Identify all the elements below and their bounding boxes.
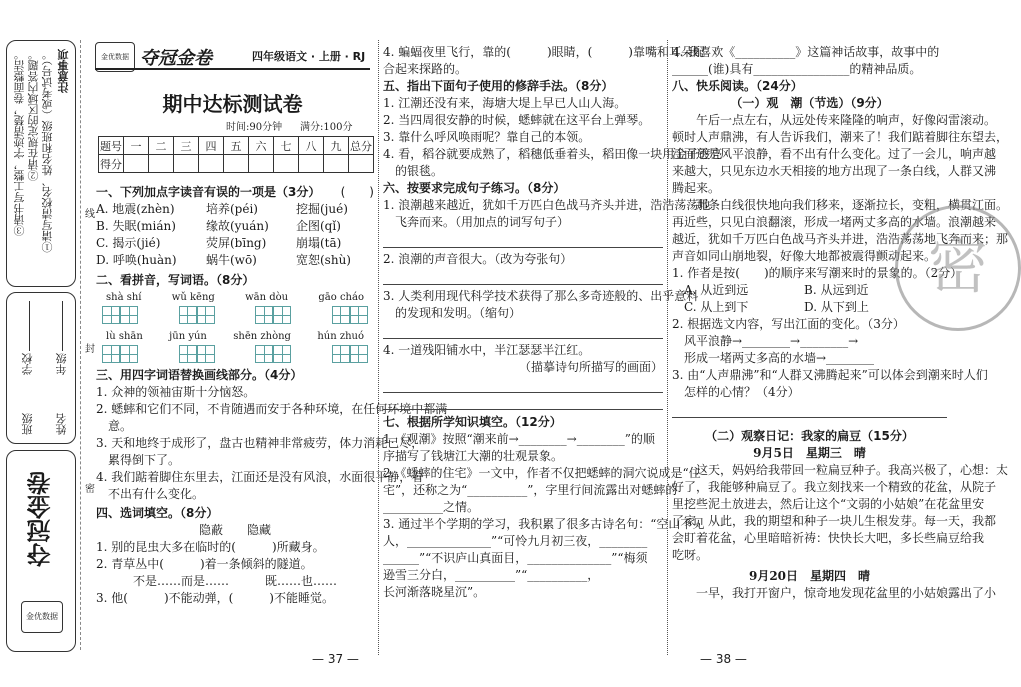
notice-title: 注意事项 (57, 49, 70, 93)
s6-item: 飞奔而来。（用加点的词写句子） (383, 215, 570, 229)
s7-item: 人，______________”“可怜九月初三夜，________ (383, 534, 648, 548)
score-table (98, 136, 374, 173)
page-title: 期中达标测试卷 (162, 92, 303, 116)
score-input-cell[interactable] (224, 155, 249, 173)
field-school: 学校 (21, 353, 34, 375)
reading-2-line: 会盯着花盆，心里暗暗祈祷：快快长大吧，多长些扁豆给我 (672, 531, 985, 545)
writing-grid[interactable] (102, 306, 138, 324)
score-cell: 三 (174, 137, 199, 155)
page-number-left: — 37 — (312, 652, 359, 666)
cut-mark-seal: 封 (85, 344, 95, 355)
s7-item: 2.《蟋蟀的住宅》一文中，作者不仅把蟋蟀的洞穴说成是“住 (383, 466, 701, 480)
s7-continued: ______(谁)具有________________的精神品质。 (672, 62, 922, 76)
section-1-title (96, 184, 374, 201)
pinyin-label: jūn yún (169, 331, 207, 342)
s6-item: 2. 浪潮的声音很大。（改为夸张句） (383, 252, 573, 266)
s7-item: 3. 通过半个学期的学习，我积累了很多古诗名句：“空山不见 (383, 517, 705, 531)
reading-question: 1. 作者是按( )的顺序来写潮来时的景象的。（2分） (672, 266, 963, 280)
s5-item: 4. 看，稻谷就要成熟了，稻穗低垂着头，稻田像一块用金子镀亮 (383, 147, 723, 161)
writing-grid[interactable] (332, 306, 368, 324)
section-2-title: 二、看拼音，写词语。（8分） (96, 273, 255, 287)
s7-item: 序描写了钱塘江大潮的壮观景象。 (383, 449, 564, 463)
s3-item: 4. 我们踮着脚住东里去，江面还是没有风浪，水面很平静，看 (96, 470, 424, 484)
reading-1-line: 再近些，只见白浪翻滚，形成一堵两丈多高的水墙。浪潮越来 (672, 215, 997, 229)
exam-full-score: 满分:100分 (300, 122, 353, 133)
s3-item: 累得倒下了。 (96, 453, 181, 467)
s6-item: 的发现和发明。（缩句） (383, 306, 522, 320)
sidebar-brand-logo: 夺冠金卷 (27, 471, 55, 567)
s4-item: 3. 他( )不能动弹，( )不能睡觉。 (96, 591, 334, 605)
reading-2-line: 一早，我打开窗户，惊奇地发现花盆里的小姑娘露出了小 (672, 586, 997, 600)
score-cell: 五 (224, 137, 249, 155)
exam-time: 时间:90分钟 (226, 122, 283, 133)
option-text: 宽恕(shù) (296, 253, 351, 267)
s7-item: 逊雪三分白，__________”“__________， (383, 568, 600, 582)
reading-1-line: 腾起来。 (672, 181, 721, 195)
score-cell: 题号 (99, 137, 124, 155)
option-row (96, 218, 374, 235)
option-text: 缘故(yuán) (206, 219, 269, 233)
option-text: 荧屏(bīng) (206, 236, 267, 250)
column-divider (378, 40, 379, 655)
s6-item: 4. 一道残阳铺水中，半江瑟瑟半江红。 (383, 343, 591, 357)
score-cell: 四 (199, 137, 224, 155)
option-a: A. 地震(zhèn) (96, 202, 175, 216)
s6-item: 3. 人类利用现代科学技术获得了那么多奇迹般的、出乎意料 (383, 289, 699, 303)
score-input-cell[interactable] (174, 155, 199, 173)
answer-line[interactable] (383, 376, 663, 393)
answer-line[interactable] (383, 231, 663, 248)
option-text: 崩塌(tā) (296, 236, 342, 250)
s5-item: 的银毯。 (383, 164, 444, 178)
header-logo: 金优数据 (95, 42, 135, 72)
s3-item: 3. 天和地终于成形了，盘古也精神非常疲劳，体力消耗已尽， (96, 436, 424, 450)
cut-mark-line: 线 (85, 209, 95, 220)
flow-line: 形成一堵两丈多高的水墙→________ (684, 351, 875, 365)
answer-line[interactable] (383, 322, 663, 339)
section-1-text: 一、下列加点字读音有误的一项是（3分） (96, 185, 321, 199)
option-b: B. 从远到近 (804, 283, 869, 297)
writing-grid[interactable] (179, 306, 215, 324)
option-row (96, 201, 374, 218)
option-c: C. 揭示(jié) (96, 236, 161, 250)
score-cell: 得分 (99, 155, 124, 173)
reading-2-line: 了家。从此，我的期望和种子一块儿生根发芽。每一天，我都 (672, 514, 997, 528)
binding-sidebar (0, 0, 95, 687)
pinyin-label: shà shí (106, 292, 142, 303)
option-text: 培养(péi) (206, 202, 258, 216)
writing-grid[interactable] (332, 345, 368, 363)
field-class: 班级 (21, 413, 34, 435)
score-table-header (99, 137, 374, 155)
column-3 (672, 44, 1009, 602)
section-3-title: 三、用四字词语替换画线部分。（4分） (96, 368, 303, 382)
s4-words: 隐蔽 隐藏 (198, 523, 271, 537)
option-text: 挖掘(jué) (296, 202, 348, 216)
s4-continued: 合起来探路的。 (383, 62, 468, 76)
column-divider (667, 40, 668, 655)
sidebar-brand-small: 金优数据 (21, 601, 63, 633)
score-cell: 九 (324, 137, 349, 155)
score-cell: 七 (274, 137, 299, 155)
brand-box (6, 450, 76, 652)
pinyin-label: wǔ kēng (171, 292, 215, 303)
writing-grid[interactable] (102, 345, 138, 363)
secret-stamp: 密 (895, 205, 1021, 331)
diary-date: 9月5日 星期三 晴 (753, 446, 866, 460)
option-a: A. 从近到远 (684, 283, 749, 297)
s7-item: 1.《观潮》按照“潮来前→________→________”的顺 (383, 432, 655, 446)
pinyin-label: wān dòu (245, 292, 289, 303)
answer-line[interactable] (383, 268, 663, 285)
reading-2-line: 里挖些泥土放进去，然后让这个“文弱的小姑娘”在花盆里安 (672, 497, 985, 511)
score-input-cell[interactable] (349, 155, 374, 173)
notice-item-1: ①请写清校名、姓名和班级（或考试号）。 (41, 49, 54, 253)
cut-mark-secret: 密 (85, 484, 95, 495)
s5-item: 2. 当四周很安静的时候，蟋蟀就在这平台上弹琴。 (383, 113, 651, 127)
reading-2-title: （二）观察日记：我家的扁豆（15分） (705, 429, 914, 443)
section-6-title: 六、按要求完成句子练习。（8分） (383, 181, 566, 195)
page-number-right: — 38 — (700, 652, 747, 666)
notice-item-3: ③请书写工整，字迹清楚，卷面整洁。 (13, 49, 26, 236)
option-row (96, 252, 374, 269)
pinyin-label: hún zhuó (317, 331, 364, 342)
score-input-cell[interactable] (249, 155, 274, 173)
student-info-box (6, 292, 76, 444)
reading-1-line: 声音如同山崩地裂，好像大地都被震得颤动起来。 (672, 249, 937, 263)
s3-item: 不出有什么变化。 (96, 487, 205, 501)
notice-box (6, 40, 76, 287)
option-c: C. 从上到下 (684, 300, 749, 314)
s7-item: 长河渐落晓星沉”。 (383, 585, 486, 599)
pinyin-label: shēn zhòng (233, 331, 291, 342)
option-b: B. 失眠(mián) (96, 219, 176, 233)
cut-line (80, 40, 81, 650)
s3-item: 1. 众神的领袖宙斯十分恼怒。 (96, 385, 256, 399)
s3-item: 意。 (96, 419, 133, 433)
pinyin-label: gāo cháo (318, 292, 364, 303)
score-input-cell[interactable] (149, 155, 174, 173)
reading-1-line: 那条白线很快地向我们移来，逐渐拉长，变粗，横贯江面。 (672, 198, 1009, 212)
score-cell: 六 (249, 137, 274, 155)
reading-1-title: （一）观 潮（节选）（9分） (730, 96, 889, 110)
reading-1-line: 江面还是风平浪静，看不出有什么变化。过了一会儿，响声越 (672, 147, 997, 161)
s5-item: 1. 江潮还没有来，海塘大堤上早已人山人海。 (383, 96, 627, 110)
option-d: D. 呼唤(huàn) (96, 253, 177, 267)
section-4-title: 四、选词填空。（8分） (96, 506, 219, 520)
flow-line: 风平浪静→________→________→ (684, 334, 859, 348)
section-5-title: 五、指出下面句子使用的修辞手法。（8分） (383, 79, 614, 93)
s5-item: 3. 靠什么呼风唤雨呢？靠自己的本领。 (383, 130, 591, 144)
reading-1-line: 来越大，只见东边水天相接的地方出现了一条白线，人群又沸 (672, 164, 997, 178)
score-input-cell[interactable] (199, 155, 224, 173)
pinyin-label: lù shān (106, 331, 143, 342)
answer-paren[interactable]: ( ) (340, 185, 374, 199)
s7-item: 宅”，还称之为“__________”，字里行间流露出对蟋蟀的 (383, 483, 678, 497)
reading-question: 怎样的心情？（4分） (672, 385, 800, 399)
s7-item: __________之情。 (383, 500, 480, 514)
writing-grid[interactable] (179, 345, 215, 363)
answer-line[interactable] (383, 393, 663, 410)
score-cell: 二 (149, 137, 174, 155)
writing-grid[interactable] (255, 345, 291, 363)
option-row (96, 235, 374, 252)
s4-item: 1. 别的昆虫大多在临时的( )所藏身。 (96, 540, 325, 554)
field-name: 姓名 (55, 413, 68, 435)
section-8-title: 八、快乐阅读。（24分） (672, 79, 803, 93)
score-input-cell[interactable] (124, 155, 149, 173)
score-cell: 总分 (349, 137, 374, 155)
pinyin-row-1 (96, 289, 374, 306)
header-rule (95, 68, 370, 70)
reading-2-line: 这天，妈妈给我带回一粒扁豆种子。我高兴极了，心想：太 (672, 463, 1009, 477)
s3-item: 2. 蟋蟀和它们不同，不肯随遇而安于各种环境，在任何环境中都满 (96, 402, 448, 416)
option-text: 蜗牛(wō) (206, 253, 257, 267)
s7-continued: 4. 我喜欢《__________》这篇神话故事，故事中的 (672, 45, 940, 59)
score-cell: 一 (124, 137, 149, 155)
score-input-cell[interactable] (274, 155, 299, 173)
header-brand: 夺冠金卷 (140, 48, 212, 69)
score-cell: 八 (299, 137, 324, 155)
answer-line[interactable] (672, 401, 947, 418)
grade-label: 四年级语文 · 上册 · RJ (252, 50, 366, 63)
score-table-row (99, 155, 374, 173)
notice-item-2: ②请在规定的区域内答题。 (27, 49, 40, 181)
writing-grid-row-2 (96, 345, 374, 363)
option-text: 企图(qǐ) (296, 219, 341, 233)
writing-grid-row-1 (96, 306, 374, 324)
s7-item: ______”“不识庐山真面目，______________”“梅须 (383, 551, 648, 565)
reading-question: 2. 根据选文内容，写出江面的变化。（3分） (672, 317, 905, 331)
section-7-title: 七、根据所学知识填空。（12分） (383, 415, 562, 429)
score-input-cell[interactable] (299, 155, 324, 173)
reading-2-line: 吃呀。 (672, 548, 709, 562)
reading-question: 3. 由“人声鼎沸”和“人群又沸腾起来”可以体会到潮来时人们 (672, 368, 988, 382)
reading-1-line: 越近，犹如千万匹白色战马齐头并进，浩浩荡荡地飞奔而来；那 (672, 232, 1009, 246)
s6-item: 1. 浪潮越来越近，犹如千万匹白色战马齐头并进，浩浩荡荡地 (383, 198, 711, 212)
writing-grid[interactable] (255, 306, 291, 324)
s4-item: 2. 青草丛中( )着一条倾斜的隧道。 (96, 557, 313, 571)
s4-words: 不是……而是…… 既……也…… (132, 574, 337, 588)
s6-item: （描摹诗句所描写的画面） (518, 360, 663, 374)
option-d: D. 从下到上 (804, 300, 869, 314)
s4-continued: 4. 蝙蝠夜里飞行，靠的( )眼睛，( )靠嘴和耳朵配 (383, 45, 705, 59)
reading-2-line: 好了，我能够种扁豆了。我立刻找来一个精致的花盆，从院子 (672, 480, 997, 494)
reading-1-line: 午后一点左右，从远处传来隆隆的响声，好像闷雷滚动。 (672, 113, 997, 127)
score-input-cell[interactable] (324, 155, 349, 173)
pinyin-row-2 (96, 328, 374, 345)
diary-date: 9月20日 星期四 晴 (748, 569, 871, 583)
reading-1-line: 顿时人声鼎沸，有人告诉我们，潮来了！我们踮着脚往东望去， (672, 130, 1009, 144)
field-grade: 年级 (55, 353, 68, 375)
